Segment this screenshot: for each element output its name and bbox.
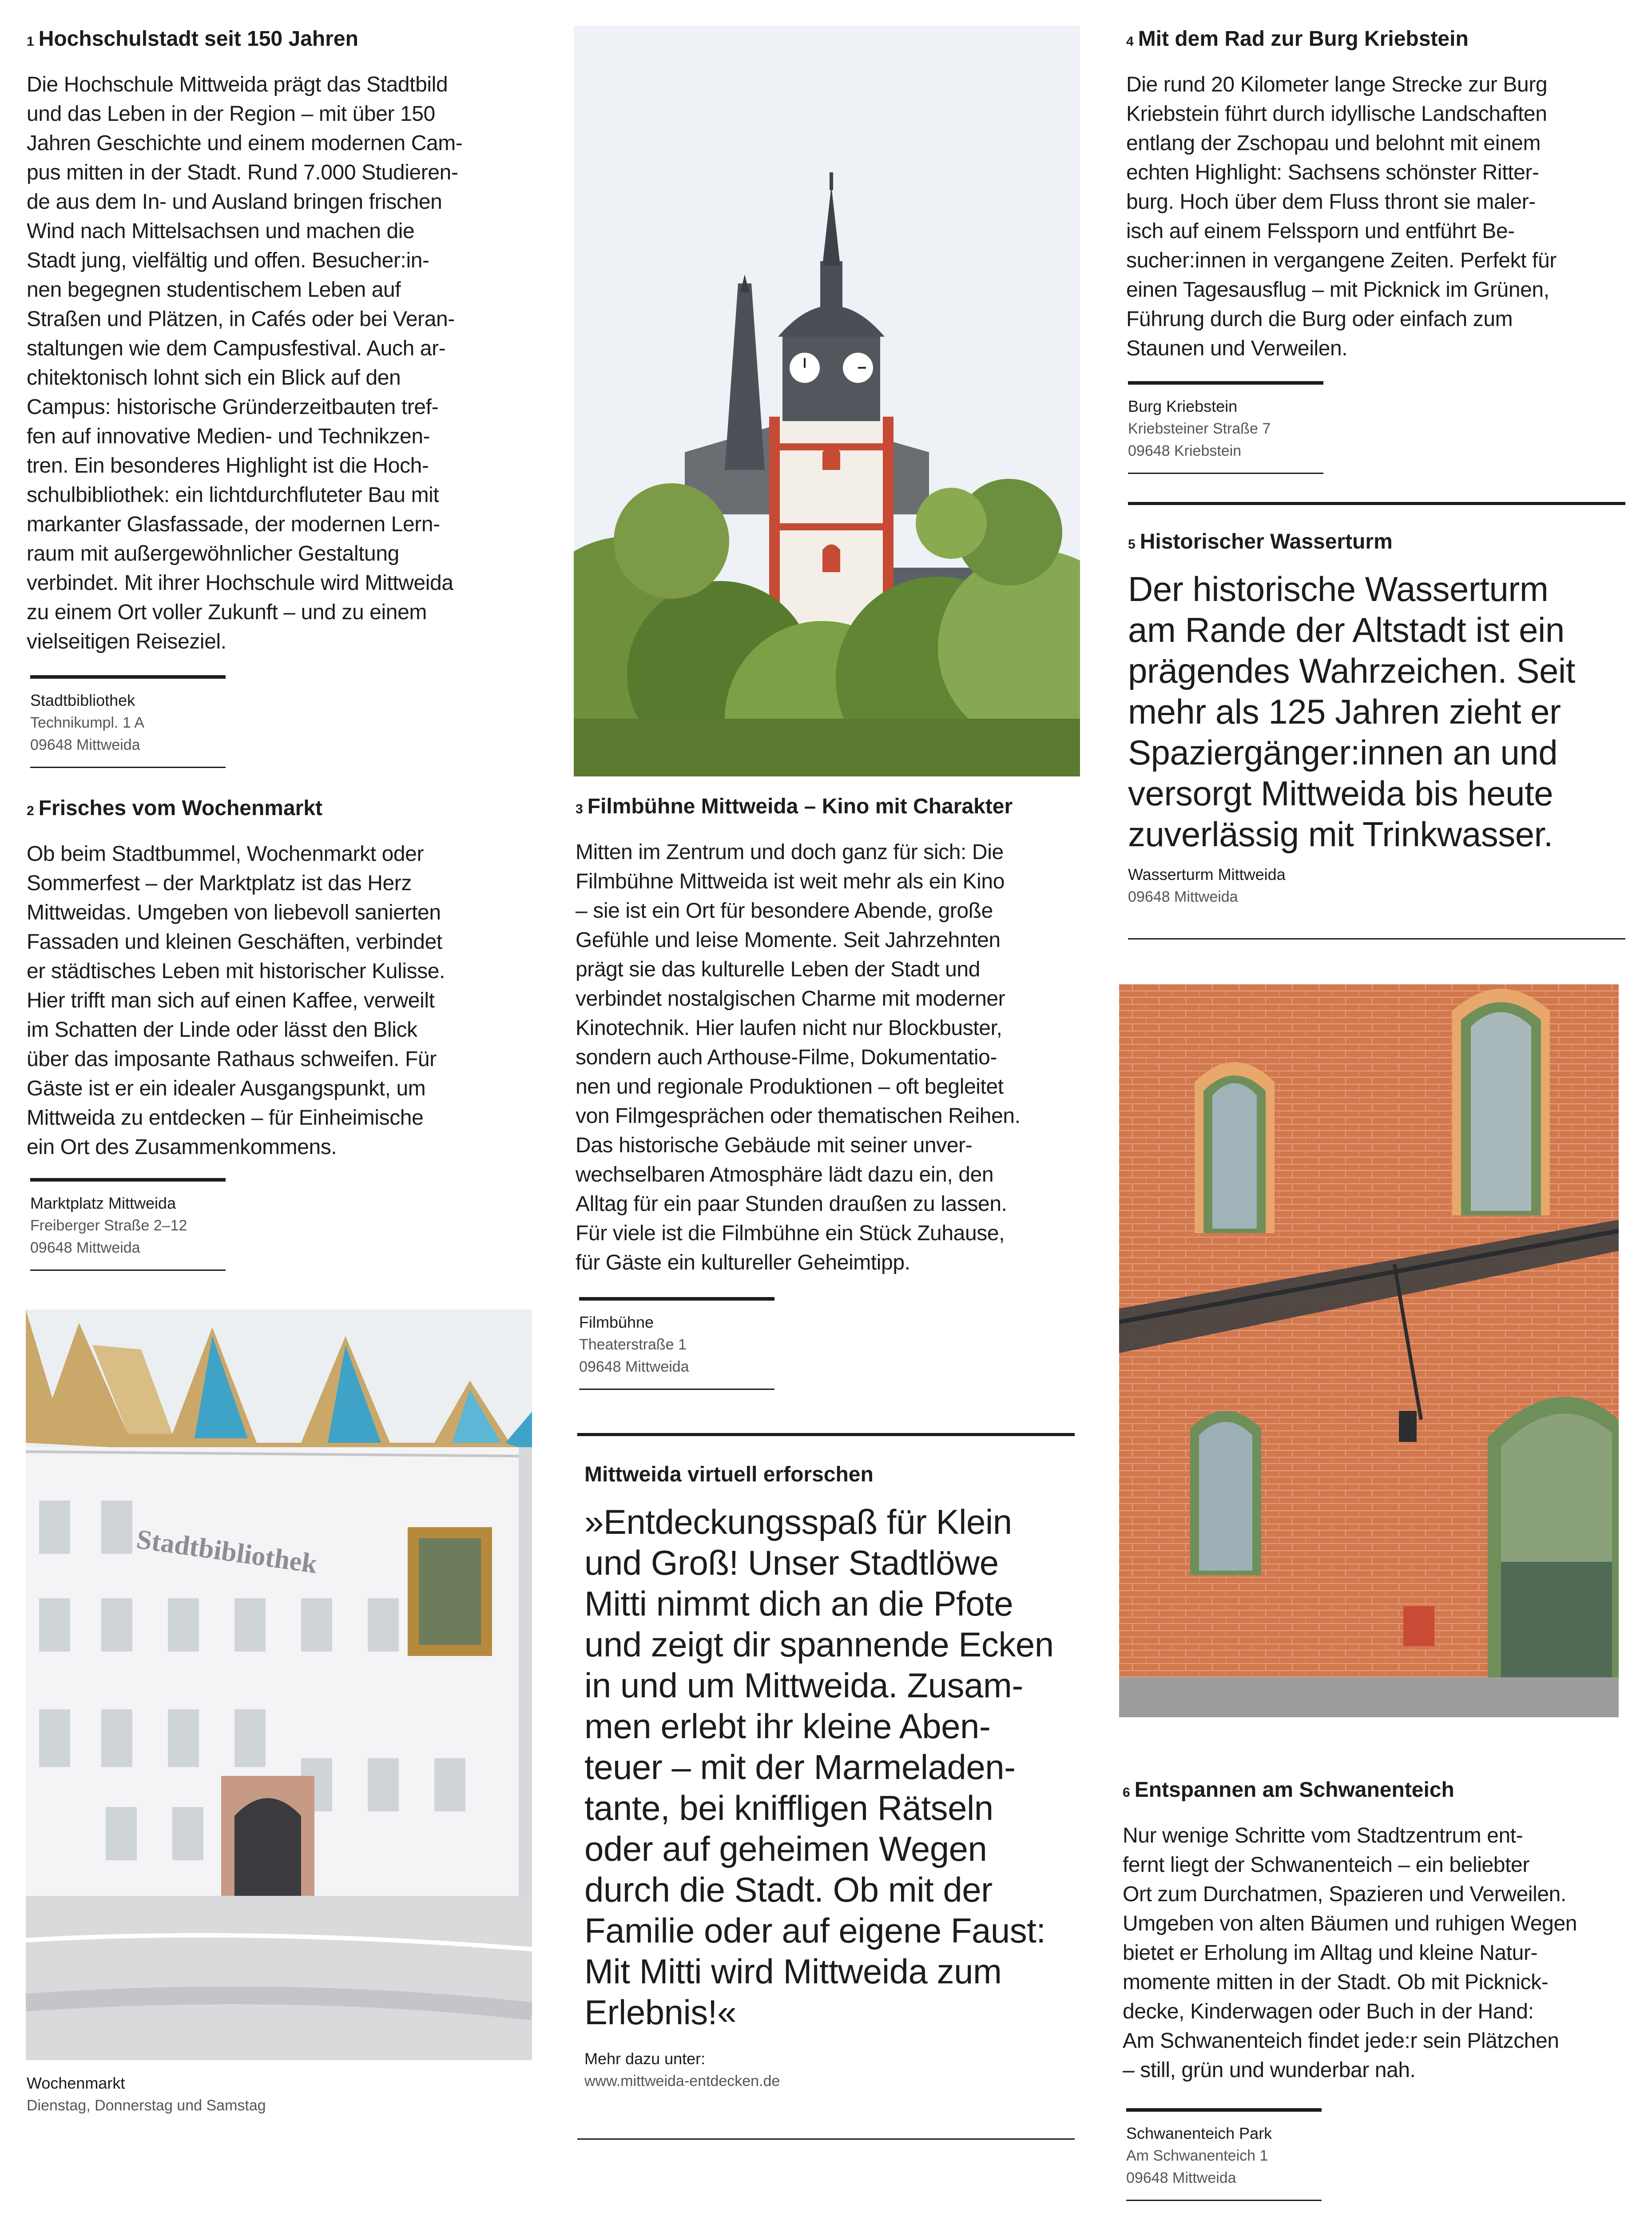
section-1-line: chitektonisch lohnt sich ein Blick auf den: [27, 366, 401, 390]
virtual-line: men erlebt ihr kleine Aben-: [584, 1707, 991, 1746]
market-caption: [27, 2072, 471, 2117]
library-illustration: [26, 1310, 532, 2060]
section-4-line: entlang der Zschopau und belohnt mit einem: [1126, 131, 1541, 155]
section-6-info-name: Schwanenteich Park: [1126, 2124, 1272, 2142]
brick-illustration: [1119, 984, 1619, 1717]
section-3-line: Mitten im Zentrum und doch ganz für sich: Die: [576, 840, 1004, 864]
section-1-line: tren. Ein besonderes Highlight ist die Hoch-: [27, 454, 429, 478]
virtual-line: teuer – mit der Marmeladen-: [584, 1747, 1016, 1787]
section-6-line: Umgeben von alten Bäumen und ruhigen Wegen: [1123, 1912, 1577, 1935]
section-2-body: [27, 840, 524, 1162]
section-1-line: Campus: historische Gründerzeitbauten tref-: [27, 395, 439, 419]
virtual-heading: Mittweida virtuell erforschen: [584, 1463, 874, 1486]
section-6-line: – still, grün und wunderbar nah.: [1123, 2058, 1416, 2082]
section-6-line: decke, Kinderwagen oder Buch in der Hand:: [1123, 2000, 1534, 2023]
section-2-line: Fassaden und kleinen Geschäften, verbindet: [27, 930, 442, 954]
section-1-info-street: Technikumpl. 1 A: [30, 714, 145, 731]
section-5-top-rule: [1128, 502, 1625, 505]
section-4-line: Kriebstein führt durch idyllische Landschaften: [1126, 102, 1547, 126]
section-3-line: von Filmgesprächen oder thematischen Reihen.: [576, 1104, 1021, 1128]
section-1-line: Jahren Geschichte und einem modernen Cam-: [27, 131, 463, 155]
virtual-line: und Groß! Unser Stadtlöwe: [584, 1543, 999, 1582]
section-2-line: im Schatten der Linde oder lässt den Blick: [27, 1018, 417, 1042]
section-3: [576, 793, 1077, 1278]
section-3-line: – sie ist ein Ort für besondere Abende, große: [576, 899, 993, 923]
section-2-info: [30, 1178, 226, 1271]
section-6-line: bietet er Erholung im Alltag und kleine Natur-: [1123, 1941, 1538, 1965]
section-6-line: Ort zum Durchatmen, Spazieren und Verweilen.: [1123, 1883, 1566, 1906]
virtual-line: oder auf geheimen Wegen: [584, 1829, 987, 1868]
virtual-line: und zeigt dir spannende Ecken: [584, 1625, 1054, 1664]
section-2-line: Mittweida zu entdecken – für Einheimische: [27, 1106, 424, 1130]
section-1-line: verbindet. Mit ihrer Hochschule wird Mittweida: [27, 571, 453, 595]
section-6-body: [1123, 1821, 1624, 2085]
section-2-heading: 2 Frisches vom Wochenmarkt: [27, 796, 323, 820]
virtual-bottom-rule: [577, 2138, 1075, 2140]
section-6-line: momente mitten in der Stadt. Ob mit Picknick-: [1123, 1970, 1549, 1994]
section-1-info-name: Stadtbibliothek: [30, 691, 135, 709]
section-1-line: schulbibliothek: ein lichtdurchfluteter Bau mit: [27, 483, 439, 507]
section-3-line: wechselbaren Atmosphäre lädt dazu ein, den: [576, 1163, 994, 1186]
section-5-line: Der historische Wasserturm: [1128, 569, 1549, 609]
section-6-line: Am Schwanenteich findet jede:r sein Plätzchen: [1123, 2029, 1559, 2053]
section-5-bottom-rule: [1128, 938, 1625, 939]
section-3-line: Das historische Gebäude mit seiner unver-: [576, 1134, 973, 1157]
section-3-body: [576, 838, 1077, 1278]
section-2-info-city: 09648 Mittweida: [30, 1239, 140, 1256]
section-3-info: [579, 1297, 774, 1390]
section-2: [27, 795, 524, 1162]
section-5-line: zuverlässig mit Trinkwasser.: [1128, 815, 1553, 854]
section-5-body: [1128, 569, 1621, 855]
section-6-info-city: 09648 Mittweida: [1126, 2169, 1236, 2186]
section-1-line: nen begegnen studentischem Leben auf: [27, 278, 401, 302]
section-6-line: Nur wenige Schritte vom Stadtzentrum ent-: [1123, 1824, 1523, 1847]
section-4-line: Staunen und Verweilen.: [1126, 337, 1348, 360]
section-3-line: Alltag für ein paar Stunden draußen zu lassen.: [576, 1192, 1007, 1216]
virtual-top-rule: [577, 1433, 1075, 1436]
virtual-more-link[interactable]: www.mittweida-entdecken.de: [584, 2073, 780, 2090]
market-caption-days: Dienstag, Donnerstag und Samstag: [27, 2097, 266, 2114]
section-6: [1123, 1777, 1624, 2085]
section-2-line: über das imposante Rathaus schweifen. Für: [27, 1047, 437, 1071]
section-1-line: und das Leben in der Region – mit über 150: [27, 102, 435, 126]
virtual-line: tante, bei kniffligen Rätseln: [584, 1788, 993, 1827]
section-1-heading: 1 Hochschulstadt seit 150 Jahren: [27, 27, 358, 51]
section-4-info-name: Burg Kriebstein: [1128, 397, 1238, 415]
section-1-line: raum mit außergewöhnlicher Gestaltung: [27, 542, 399, 565]
section-2-line: ein Ort des Zusammenkommens.: [27, 1135, 337, 1159]
section-1-line: staltungen wie dem Campusfestival. Auch ar-: [27, 337, 446, 360]
virtual-line: Mit Mitti wird Mittweida zum: [584, 1952, 1002, 1991]
section-5-line: am Rande der Altstadt ist ein: [1128, 610, 1565, 649]
church-illustration: [574, 26, 1080, 776]
section-1-line: Wind nach Mittelsachsen und machen die: [27, 219, 415, 243]
section-4-info: [1128, 381, 1323, 474]
section-1-info-city: 09648 Mittweida: [30, 736, 140, 753]
section-2-line: Ob beim Stadtbummel, Wochenmarkt oder: [27, 842, 424, 866]
section-2-line: Mittweidas. Umgeben von liebevoll sanierten: [27, 901, 441, 924]
section-2-line: Hier trifft man sich auf einen Kaffee, verweilt: [27, 989, 435, 1012]
section-3-info-city: 09648 Mittweida: [579, 1358, 689, 1375]
section-3-line: Gefühle und leise Momente. Seit Jahrzehnten: [576, 928, 1001, 952]
church-photo: [574, 26, 1080, 776]
section-4-line: sucher:innen in vergangene Zeiten. Perfekt für: [1126, 249, 1557, 272]
section-1-line: Stadt jung, vielfältig und offen. Besucher:in-: [27, 249, 429, 272]
virtual-more-label: Mehr dazu unter:: [584, 2050, 706, 2068]
virtual-line: Mitti nimmt dich an die Pfote: [584, 1584, 1013, 1623]
brick-building-photo: [1119, 984, 1619, 1717]
section-5-info-city: 09648 Mittweida: [1128, 888, 1238, 905]
section-3-line: Kinotechnik. Hier laufen nicht nur Blockbuster,: [576, 1016, 1002, 1040]
market-caption-name: Wochenmarkt: [27, 2074, 125, 2092]
section-1-info: [30, 675, 226, 768]
section-1-line: zu einem Ort voller Zukunft – und zu einem: [27, 601, 427, 624]
section-2-info-name: Marktplatz Mittweida: [30, 1194, 176, 1212]
virtual-line: »Entdeckungsspaß für Klein: [584, 1502, 1012, 1541]
section-4-heading: 4 Mit dem Rad zur Burg Kriebstein: [1126, 27, 1469, 51]
section-3-line: Filmbühne Mittweida ist weit mehr als ein Kino: [576, 870, 1005, 893]
virtual-section: [584, 1461, 1068, 2092]
section-1-line: markanter Glasfassade, der modernen Lern-: [27, 513, 440, 536]
section-3-info-street: Theaterstraße 1: [579, 1336, 687, 1353]
section-1-line: Straßen und Plätzen, in Cafés oder bei Veran-: [27, 307, 455, 331]
section-4-line: echten Highlight: Sachsens schönster Ritter-: [1126, 161, 1539, 184]
section-3-line: sondern auch Arthouse-Filme, Dokumentatio-: [576, 1046, 997, 1069]
section-3-line: Für viele ist die Filmbühne ein Stück Zuhause,: [576, 1222, 1005, 1245]
section-4-body: [1126, 70, 1624, 363]
section-4: [1126, 26, 1624, 363]
section-5-line: Spaziergänger:innen an und: [1128, 733, 1558, 772]
virtual-line: Erlebnis!«: [584, 1993, 736, 2032]
section-2-line: Sommerfest – der Marktplatz ist das Herz: [27, 872, 412, 895]
section-3-line: prägt sie das kulturelle Leben der Stadt und: [576, 958, 981, 981]
virtual-line: durch die Stadt. Ob mit der: [584, 1870, 993, 1909]
section-5-line: prägendes Wahrzeichen. Seit: [1128, 651, 1575, 690]
section-1-line: fen auf innovative Medien- und Technikzen-: [27, 425, 430, 448]
section-5-line: mehr als 125 Jahren zieht er: [1128, 692, 1561, 731]
section-3-info-name: Filmbühne: [579, 1313, 654, 1331]
section-4-line: Führung durch die Burg oder einfach zum: [1126, 307, 1513, 331]
library-sign: Stadtbibliothek: [135, 1524, 319, 1580]
section-6-info-street: Am Schwanenteich 1: [1126, 2147, 1268, 2164]
section-6-info: [1126, 2108, 1322, 2201]
section-5-info-name: Wasserturm Mittweida: [1128, 865, 1286, 884]
section-4-info-street: Kriebsteiner Straße 7: [1128, 420, 1271, 437]
section-6-heading: 6 Entspannen am Schwanenteich: [1123, 1778, 1454, 1802]
section-3-heading: 3 Filmbühne Mittweida – Kino mit Charakter: [576, 795, 1013, 818]
section-4-info-city: 09648 Kriebstein: [1128, 442, 1242, 459]
section-4-line: einen Tagesausflug – mit Picknick im Grünen,: [1126, 278, 1549, 302]
section-4-line: Die rund 20 Kilometer lange Strecke zur Burg: [1126, 73, 1548, 96]
section-6-line: fernt liegt der Schwanenteich – ein beliebter: [1123, 1853, 1529, 1877]
section-1-body: [27, 70, 524, 657]
library-photo: [26, 1310, 532, 2060]
section-1-line: Die Hochschule Mittweida prägt das Stadtbild: [27, 73, 448, 96]
virtual-line: in und um Mittweida. Zusam-: [584, 1666, 1023, 1705]
section-1-line: vielseitigen Reiseziel.: [27, 630, 226, 653]
section-2-line: Gäste ist er ein idealer Ausgangspunkt, um: [27, 1077, 426, 1100]
section-1-line: pus mitten in der Stadt. Rund 7.000 Studieren-: [27, 161, 458, 184]
section-3-line: nen und regionale Produktionen – oft begleitet: [576, 1075, 1004, 1099]
section-5-line: versorgt Mittweida bis heute: [1128, 774, 1553, 813]
section-2-line: er städtisches Leben mit historischer Kulisse.: [27, 959, 445, 983]
section-4-line: burg. Hoch über dem Fluss thront sie maler-: [1126, 190, 1536, 214]
section-3-line: verbindet nostalgischen Charme mit moderner: [576, 987, 1005, 1011]
section-2-info-street: Freiberger Straße 2–12: [30, 1217, 187, 1234]
virtual-body: [584, 1501, 1068, 2033]
section-1-line: de aus dem In- und Ausland bringen frischen: [27, 190, 442, 214]
virtual-line: Familie oder auf eigene Faust:: [584, 1911, 1046, 1950]
section-4-line: isch auf einem Felssporn und entführt Be-: [1126, 219, 1515, 243]
section-5-heading: 5 Historischer Wasserturm: [1128, 530, 1393, 553]
section-5: [1128, 529, 1621, 908]
section-1: [27, 26, 524, 657]
section-3-line: für Gäste ein kultureller Geheimtipp.: [576, 1251, 910, 1274]
